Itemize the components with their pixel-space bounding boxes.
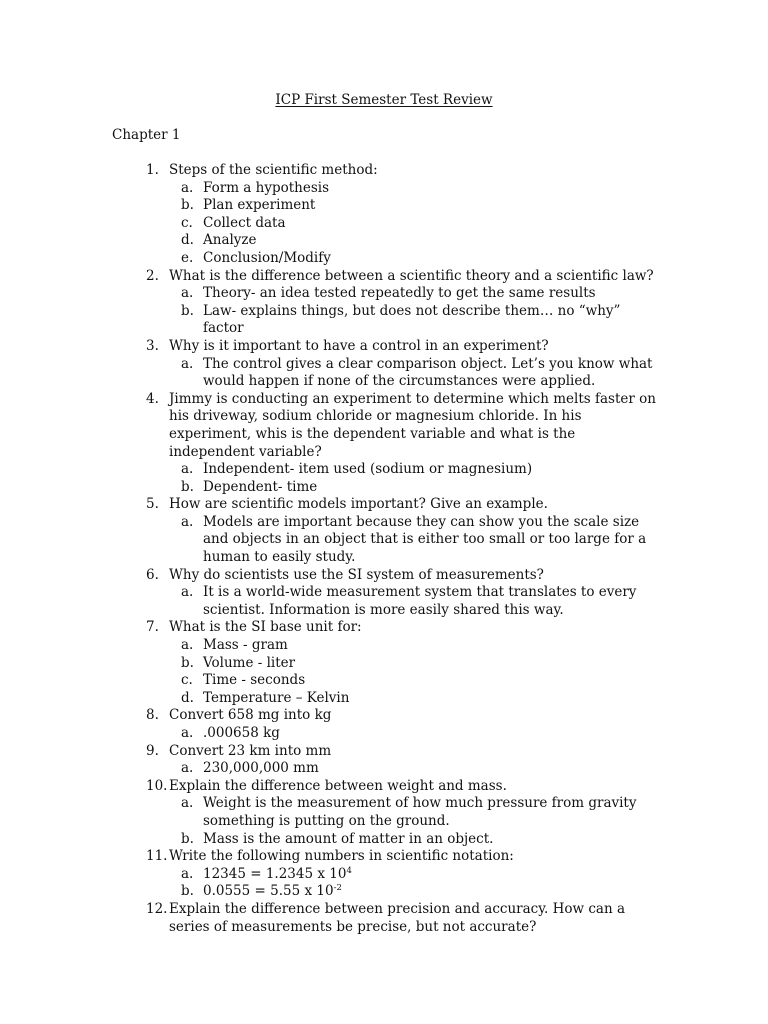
answer-letter: d. xyxy=(181,232,194,249)
answer-letter: a. xyxy=(181,865,194,882)
answer-item xyxy=(169,180,659,198)
question-text: What is the SI base unit for: xyxy=(169,619,362,636)
answer-letter: b. xyxy=(181,654,194,671)
answer-letter: a. xyxy=(181,355,194,372)
answer-letter: a. xyxy=(181,760,194,777)
question-item xyxy=(0,338,659,391)
answer-list xyxy=(169,514,659,567)
answer-item xyxy=(169,356,659,391)
answer-item xyxy=(169,285,659,303)
answer-text: Conclusion/Modify xyxy=(203,249,331,266)
answer-item xyxy=(169,303,659,338)
question-text: Write the following numbers in scientific notation: xyxy=(169,848,514,865)
answer-item xyxy=(169,866,659,884)
answer-list xyxy=(169,584,659,619)
question-text: Explain the difference between precision and accuracy. How can a series of measurements be precise, but not accurate? xyxy=(169,900,626,935)
answer-text: 230,000,000 mm xyxy=(203,760,319,777)
question-item xyxy=(0,496,659,566)
answer-text: Collect data xyxy=(203,214,286,231)
question-number: 7. xyxy=(146,619,159,636)
question-item xyxy=(0,778,659,848)
answer-letter: b. xyxy=(181,302,194,319)
answer-list xyxy=(169,725,659,743)
answer-item xyxy=(169,479,659,497)
question-item xyxy=(0,743,659,778)
answer-item xyxy=(169,637,659,655)
answer-item xyxy=(169,795,659,830)
question-item xyxy=(0,268,659,338)
answer-text: The control gives a clear comparison object. Let’s you know what would happen if none of the circumstances were applied. xyxy=(203,355,653,390)
question-number: 11. xyxy=(146,848,168,865)
question-item xyxy=(0,901,659,936)
answer-item xyxy=(169,655,659,673)
answer-letter: e. xyxy=(181,249,194,266)
answer-text: Law- explains things, but does not describe them… no “why” factor xyxy=(203,302,621,337)
question-item xyxy=(0,162,659,268)
question-number: 12. xyxy=(146,900,168,917)
answer-letter: a. xyxy=(181,725,194,741)
question-text: Why is it important to have a control in an experiment? xyxy=(169,337,549,354)
answer-text: Analyze xyxy=(203,232,257,249)
question-text: How are scientific models important? Give an example. xyxy=(169,496,548,513)
answer-text: .000658 kg xyxy=(203,725,280,741)
answer-list xyxy=(169,760,659,778)
exponent: 4 xyxy=(346,865,352,876)
answer-letter: a. xyxy=(181,461,194,478)
answer-item xyxy=(169,461,659,479)
answer-letter: b. xyxy=(181,883,194,900)
answer-text: Independent- item used (sodium or magnesium) xyxy=(203,461,533,478)
answer-letter: a. xyxy=(181,285,194,302)
question-text: Explain the difference between weight and mass. xyxy=(169,777,507,794)
answer-item xyxy=(169,831,659,849)
answer-text: 0.0555 = 5.55 x 10 xyxy=(203,883,334,900)
question-item xyxy=(0,391,659,497)
question-text: Steps of the scientific method: xyxy=(169,162,378,178)
answer-text: 12345 = 1.2345 x 10 xyxy=(203,865,347,882)
answer-list xyxy=(169,795,659,848)
answer-text: Plan experiment xyxy=(203,197,316,214)
chapter-heading: Chapter 1 xyxy=(112,127,181,143)
answer-letter: a. xyxy=(181,795,194,812)
question-number: 1. xyxy=(146,162,159,178)
question-text: Why do scientists use the SI system of measurements? xyxy=(169,566,544,583)
question-number: 10. xyxy=(146,777,168,794)
answer-text: Time - seconds xyxy=(203,672,306,689)
answer-text: It is a world-wide measurement system that translates to every scientist. Information is more easily shared this way. xyxy=(203,584,637,618)
answer-item xyxy=(169,672,659,690)
exponent: -2 xyxy=(333,883,342,894)
answer-text: Weight is the measurement of how much pressure from gravity something is putting on the ground. xyxy=(203,795,637,829)
answer-item xyxy=(169,883,659,901)
question-item xyxy=(0,848,659,901)
answer-letter: b. xyxy=(181,830,194,847)
answer-text: Temperature – Kelvin xyxy=(203,689,350,706)
answer-list xyxy=(169,461,659,496)
answer-list xyxy=(169,637,659,707)
answer-list xyxy=(169,285,659,338)
answer-letter: b. xyxy=(181,197,194,214)
question-text: What is the difference between a scientific theory and a scientific law? xyxy=(169,267,654,284)
question-item xyxy=(0,567,659,620)
answer-text: Theory- an idea tested repeatedly to get the same results xyxy=(203,285,596,302)
answer-letter: a. xyxy=(181,584,194,601)
answer-item xyxy=(169,215,659,233)
answer-text: Dependent- time xyxy=(203,478,318,495)
question-text: Jimmy is conducting an experiment to determine which melts faster on his driveway, sodium chloride or magnesium chloride. In his experiment, whis is the dependent variable and what is the independent variable? xyxy=(169,390,656,460)
question-number: 5. xyxy=(146,496,159,513)
answer-item xyxy=(169,250,659,268)
question-number: 3. xyxy=(146,337,159,354)
answer-text: Mass is the amount of matter in an object. xyxy=(203,830,494,847)
answer-item xyxy=(169,760,659,778)
question-text: Convert 658 mg into kg xyxy=(169,707,332,724)
question-number: 4. xyxy=(146,390,159,407)
question-number: 2. xyxy=(146,267,159,284)
document-title: ICP First Semester Test Review xyxy=(275,92,493,108)
answer-item xyxy=(169,197,659,215)
question-item xyxy=(0,619,659,707)
answer-text: Form a hypothesis xyxy=(203,179,330,196)
answer-text: Models are important because they can show you the scale size and objects in an object that is either too small or too large for a human to easily study. xyxy=(203,513,647,566)
question-item xyxy=(0,707,659,742)
answer-text: Volume - liter xyxy=(203,654,296,671)
answer-item xyxy=(169,690,659,708)
answer-list xyxy=(169,356,659,391)
answer-letter: a. xyxy=(181,179,194,196)
question-number: 9. xyxy=(146,742,159,759)
answer-item xyxy=(169,584,659,619)
answer-item xyxy=(169,232,659,250)
question-number: 8. xyxy=(146,707,159,724)
answer-letter: b. xyxy=(181,478,194,495)
question-list xyxy=(0,162,768,936)
answer-letter: c. xyxy=(181,214,193,231)
answer-letter: a. xyxy=(181,637,194,654)
answer-letter: a. xyxy=(181,513,194,530)
answer-letter: c. xyxy=(181,672,193,689)
answer-list xyxy=(169,866,659,901)
question-text: Convert 23 km into mm xyxy=(169,742,332,759)
answer-list xyxy=(169,180,659,268)
answer-letter: d. xyxy=(181,689,194,706)
question-number: 6. xyxy=(146,566,159,583)
answer-text: Mass - gram xyxy=(203,637,288,654)
answer-item xyxy=(169,725,659,743)
answer-item xyxy=(169,514,659,567)
